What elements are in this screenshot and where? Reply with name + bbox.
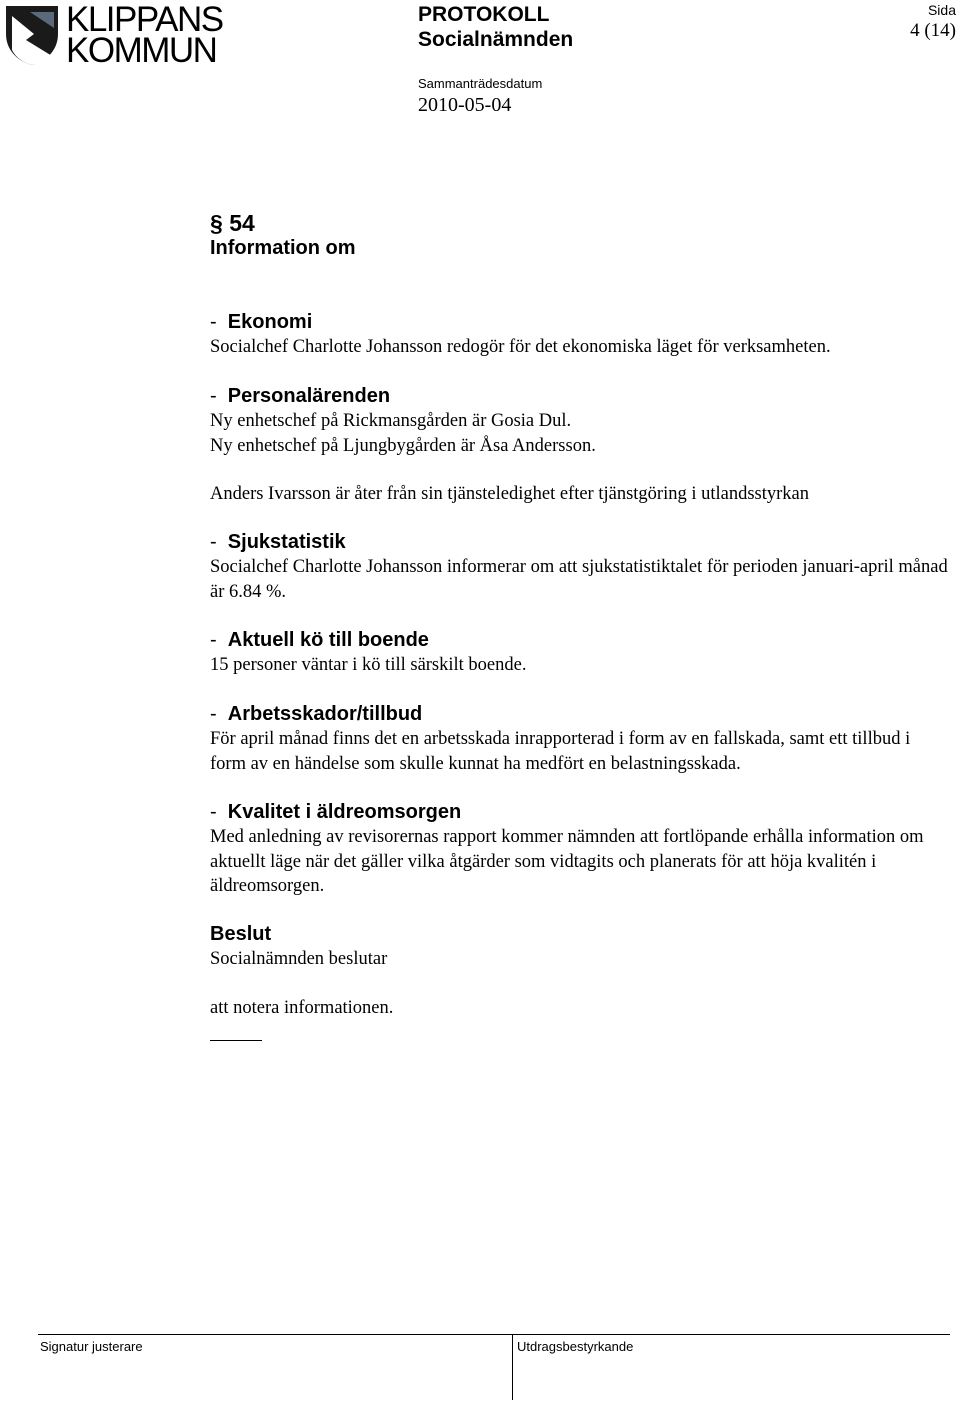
- logo-emblem-icon: [4, 4, 62, 66]
- certificate-label: Utdragsbestyrkande: [517, 1339, 634, 1354]
- item-dash: -: [210, 629, 217, 651]
- item-dash: -: [210, 801, 217, 823]
- item-heading: Kvalitet i äldreomsorgen: [227, 801, 462, 823]
- item-personalarenden: [210, 384, 950, 458]
- meeting-date-value: 2010-05-04: [418, 94, 512, 116]
- page-label: Sida: [927, 2, 956, 18]
- paragraph-symbol: §: [210, 210, 223, 236]
- item-text: Socialchef Charlotte Johansson informerar om att sjukstatistiktalet för perioden januari-april månad är 6.84 %.: [210, 557, 948, 602]
- item-kvalitet: [210, 800, 950, 899]
- end-rule: [210, 1040, 262, 1041]
- item-text: Med anledning av revisorernas rapport kommer nämnden att fortlöpande erhålla information om aktuellt läge när det gäller vilka åtgärder som vidtagits och planerats för att höja kvalitén i äldreomsorgen.: [210, 827, 924, 896]
- section-number: 54: [229, 210, 255, 236]
- logo-wordmark: [66, 0, 223, 70]
- decision-intro: Socialnämnden beslutar: [210, 949, 388, 969]
- item-heading: Ekonomi: [227, 311, 313, 333]
- logo-line-1: KLIPPANS: [66, 0, 223, 39]
- item-heading: Personalärenden: [227, 385, 391, 407]
- logo-line-2: KOMMUN: [66, 31, 217, 70]
- item-text: För april månad finns det en arbetsskada inrapporterad i form av en fallskada, samt ett tillbud i form av en händelse som skulle kunnat ha medfört en belastningsskada.: [210, 729, 911, 774]
- item-line: Ny enhetschef på Ljungbygården är Åsa Andersson.: [210, 435, 596, 456]
- footer-divider-left: [38, 1334, 512, 1335]
- decision-text: att notera informationen.: [210, 998, 394, 1018]
- footer-divider-right: [512, 1334, 950, 1335]
- item-ekonomi: [210, 310, 950, 360]
- page-number: 4 (14): [910, 20, 956, 41]
- item-dash: -: [210, 531, 217, 553]
- item-extra-text: Anders Ivarsson är åter från sin tjänsteledighet efter tjänstgöring i utlandsstyrkan: [210, 484, 810, 504]
- footer-column-divider: [512, 1334, 513, 1400]
- item-heading: Aktuell kö till boende: [227, 629, 429, 651]
- item-text: Socialchef Charlotte Johansson redogör för det ekonomiska läget för verksamheten.: [210, 337, 831, 357]
- municipality-logo: [4, 0, 223, 70]
- document-type: PROTOKOLL: [418, 3, 550, 26]
- item-dash: -: [210, 311, 217, 333]
- section-title: Information om: [210, 237, 356, 259]
- decision-block: [210, 922, 950, 972]
- signature-label: Signatur justerare: [40, 1339, 143, 1354]
- item-sjukstatistik: [210, 530, 950, 604]
- item-aktuell-ko: [210, 628, 950, 678]
- item-arbetsskador: [210, 702, 950, 776]
- item-dash: -: [210, 385, 217, 407]
- item-line: Ny enhetschef på Rickmansgården är Gosia Dul.: [210, 411, 572, 431]
- meeting-date-label: Sammanträdesdatum: [418, 76, 543, 91]
- decision-heading: Beslut: [210, 923, 272, 945]
- section-heading: [210, 210, 950, 261]
- item-heading: Sjukstatistik: [227, 531, 346, 553]
- committee-name: Socialnämnden: [418, 28, 574, 51]
- item-dash: -: [210, 703, 217, 725]
- item-heading: Arbetsskador/tillbud: [227, 703, 423, 725]
- item-text: 15 personer väntar i kö till särskilt boende.: [210, 655, 527, 675]
